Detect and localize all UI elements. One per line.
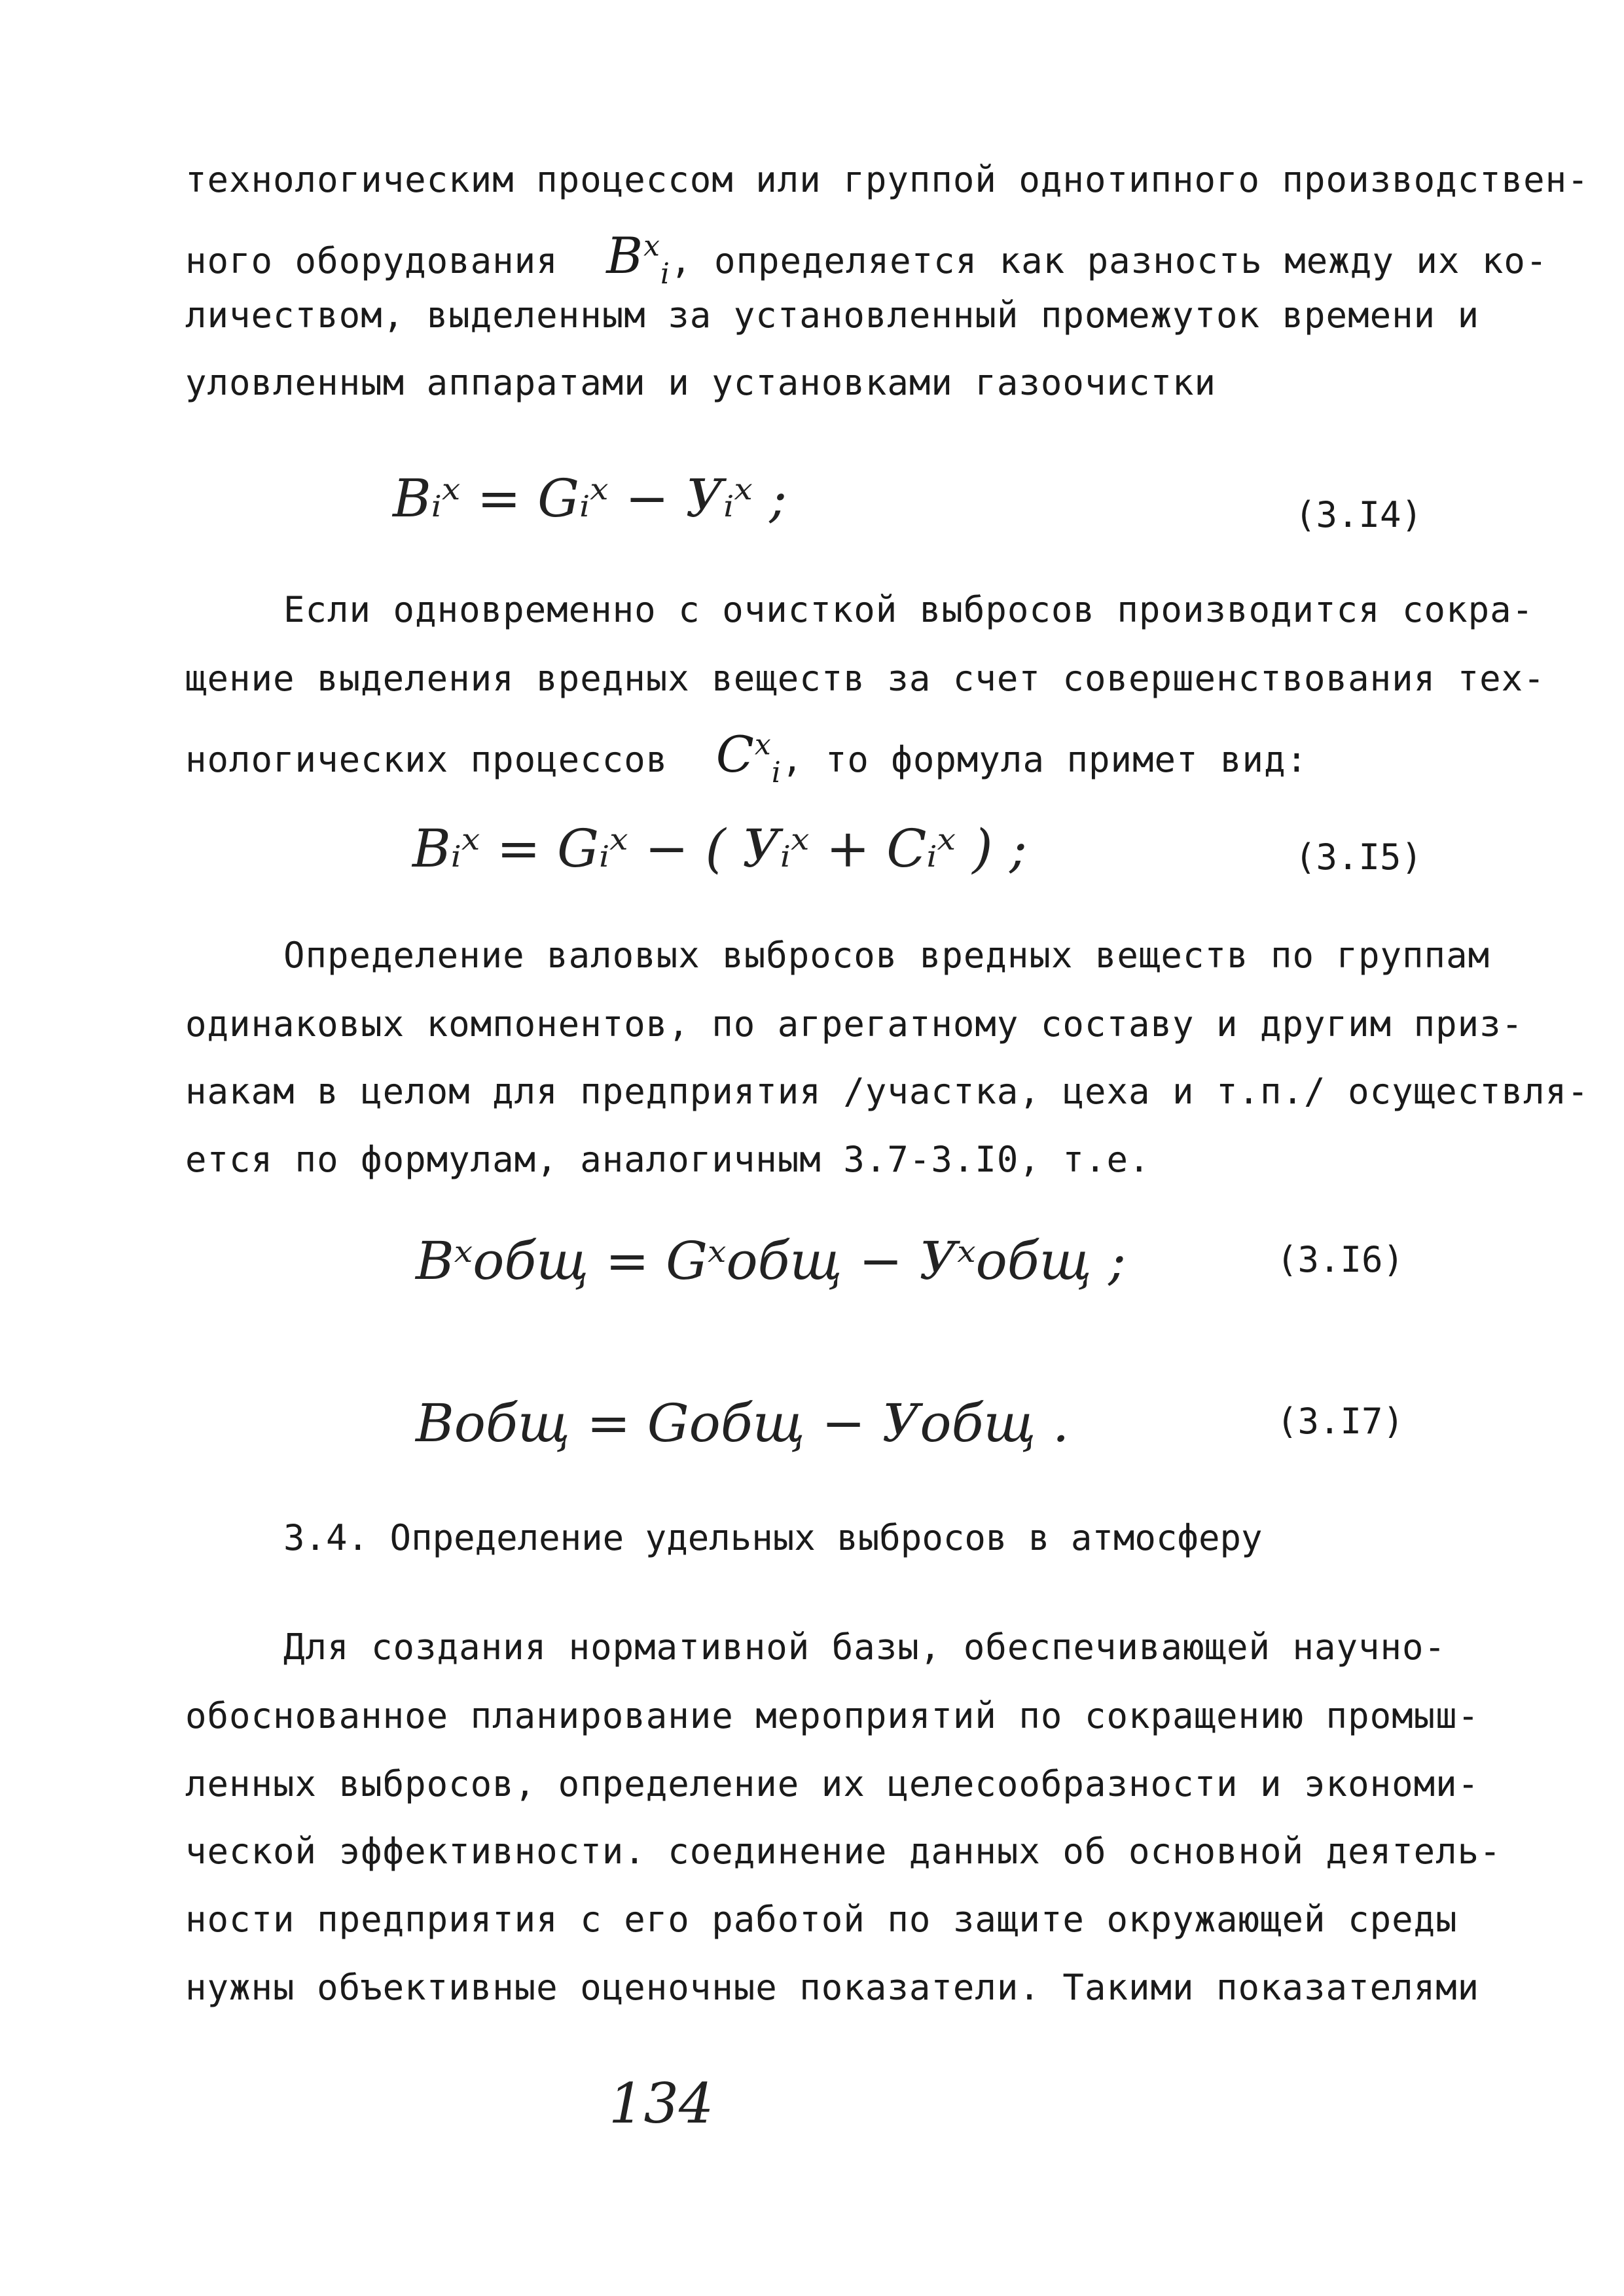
equation-3-15: Bᵢˣ = Gᵢˣ − ( Уᵢˣ + Cᵢˣ ) ; — [412, 818, 1028, 879]
equation-3-16: Bˣобщ = Gˣобщ − Уˣобщ ; — [416, 1230, 1127, 1291]
symbol-sub: i — [771, 756, 782, 790]
paragraph-2-line-3 — [185, 725, 1308, 789]
paragraph-3-line-1: Определение валовых выбросов вредных веществ по группам — [283, 935, 1490, 976]
paragraph-1-line-3: личеством, выделенным за установленный промежуток времени и — [185, 295, 1480, 336]
equation-3-16-number: (3.I6) — [1276, 1239, 1405, 1280]
equation-3-17-number: (3.I7) — [1276, 1401, 1405, 1442]
paragraph-4-line-5: ности предприятия с его работой по защите окружающей среды — [185, 1899, 1458, 1940]
paragraph-1-line-2 — [185, 226, 1547, 291]
paragraph-4-line-4: ческой эффективности. соединение данных об основной деятель- — [185, 1831, 1502, 1872]
equation-3-14-number: (3.I4) — [1295, 494, 1423, 535]
paragraph-1-line-4: уловленным аппаратами и установками газоочистки — [185, 362, 1217, 403]
paragraph-2-line-3-text-a: нологических процессов — [185, 739, 668, 780]
paragraph-1-line-2-text-b: , определяется как разность между их ко- — [670, 240, 1548, 281]
equation-3-17: Bобщ = Gобщ − Уобщ . — [416, 1393, 1070, 1454]
paragraph-3-line-3: накам в целом для предприятия /участка, цеха и т.п./ осуществля- — [185, 1071, 1589, 1112]
paragraph-2-line-2: щение выделения вредных веществ за счет совершенствования тех- — [185, 658, 1545, 699]
inline-symbol-c — [715, 725, 782, 790]
paragraph-1-line-2-text-a: ного оборудования — [185, 240, 558, 281]
inline-symbol-b — [606, 226, 670, 291]
paragraph-1-line-1: технологическим процессом или группой однотипного производствен- — [185, 159, 1589, 200]
section-heading: 3.4. Определение удельных выбросов в атмосферу — [283, 1517, 1263, 1558]
paragraph-4-line-2: обоснованное планирование мероприятий по сокращению промыш- — [185, 1695, 1480, 1736]
paragraph-4-line-6: нужны объективные оценочные показатели. Такими показателями — [185, 1967, 1480, 2008]
page-number: 134 — [609, 2072, 714, 2136]
equation-3-14: Bᵢˣ = Gᵢˣ − Уᵢˣ ; — [393, 468, 787, 529]
symbol-sup: x — [754, 728, 772, 762]
paragraph-2-line-3-text-b: , то формула примет вид: — [781, 739, 1308, 780]
symbol-sup: x — [643, 229, 660, 263]
paragraph-2-line-1: Если одновременно с очисткой выбросов производится сокра- — [283, 589, 1534, 630]
paragraph-3-line-4: ется по формулам, аналогичным 3.7-3.I0, т.е. — [185, 1139, 1151, 1180]
equation-3-15-number: (3.I5) — [1295, 836, 1423, 878]
paragraph-4-line-3: ленных выбросов, определение их целесообразности и экономи- — [185, 1763, 1480, 1804]
symbol-base: B — [606, 226, 644, 285]
paragraph-4-line-1: Для создания нормативной базы, обеспечивающей научно- — [283, 1626, 1447, 1668]
symbol-sub: i — [660, 257, 670, 291]
paragraph-3-line-2: одинаковых компонентов, по агрегатному составу и другим приз- — [185, 1003, 1524, 1045]
symbol-base: C — [715, 725, 755, 783]
